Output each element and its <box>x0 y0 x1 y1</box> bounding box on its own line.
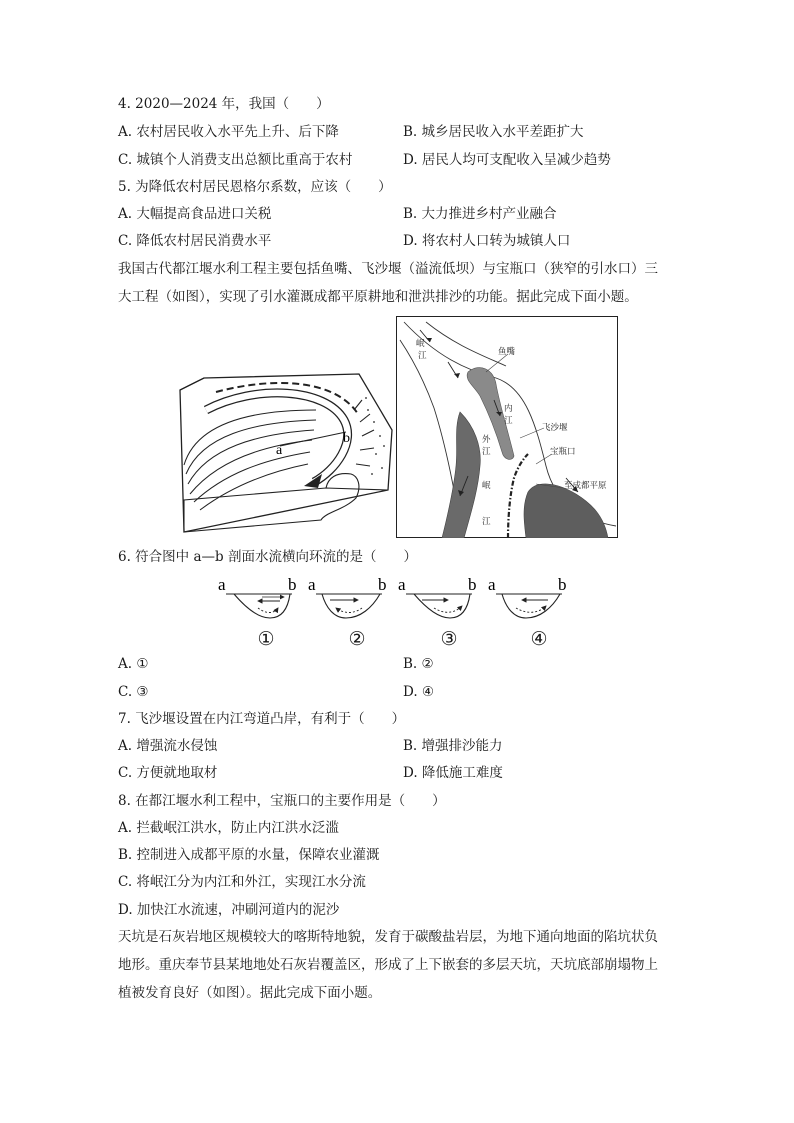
q5-option-c: C. 降低农村居民消费水平 <box>118 233 272 249</box>
q6-option-c: C. ③ <box>118 684 149 700</box>
section-3 <box>398 575 477 618</box>
label-neijiang-2: 江 <box>504 416 513 426</box>
label-neijiang-1: 内 <box>504 404 513 414</box>
label-feishayan: 飞沙堰 <box>542 423 568 433</box>
q6-option-b: B. ② <box>403 656 434 672</box>
label-minjiang-top-1: 岷 <box>416 339 425 349</box>
label-chengdu: 至成都平原 <box>564 481 607 491</box>
intro2-line1: 天坑是石灰岩地区规模较大的喀斯特地貌，发育于碳酸盐岩层，为地下通向地面的陷坑状负 <box>118 929 658 945</box>
section-4-a: a <box>488 575 496 594</box>
q6-stem: 6. 符合图中 a—b 剖面水流横向环流的是（ ） <box>118 549 417 565</box>
q7-option-a: A. 增强流水侵蚀 <box>118 738 218 754</box>
q4-stem: 4. 2020—2024 年，我国（ ） <box>118 96 330 112</box>
q4-option-b: B. 城乡居民收入水平差距扩大 <box>403 124 584 140</box>
intro1-line1: 我国古代都江堰水利工程主要包括鱼嘴、飞沙堰（溢流低坝）与宝瓶口（狭窄的引水口）三 <box>118 261 658 277</box>
section-2-b: b <box>378 575 387 594</box>
dujiangyan-map <box>396 316 618 538</box>
section-1-a: a <box>218 575 226 594</box>
label-minjiang-bottom-1: 岷 <box>482 481 491 491</box>
section-2 <box>308 575 387 618</box>
label-yuzui: 鱼嘴 <box>498 347 516 357</box>
label-minjiang-top-2: 江 <box>418 351 427 361</box>
q4-option-c: C. 城镇个人消费支出总额比重高于农村 <box>118 152 353 168</box>
q7-option-c: C. 方便就地取材 <box>118 765 218 781</box>
q8-option-d: D. 加快江水流速，冲刷河道内的泥沙 <box>118 902 340 918</box>
label-b: b <box>343 431 350 446</box>
q7-option-b: B. 增强排沙能力 <box>403 738 503 754</box>
caption-2: ② <box>348 628 366 650</box>
q5-option-d: D. 将农村人口转为城镇人口 <box>403 233 571 249</box>
q4-option-d: D. 居民人均可支配收入呈减少趋势 <box>403 152 611 168</box>
q8-option-c: C. 将岷江分为内江和外江，实现江水分流 <box>118 874 366 890</box>
label-minjiang-bottom-2: 江 <box>482 517 491 527</box>
section-1 <box>218 575 297 618</box>
q5-option-a: A. 大幅提高食品进口关税 <box>118 206 272 222</box>
section-4-b: b <box>558 575 567 594</box>
q6-option-a: A. ① <box>118 656 149 672</box>
section-3-b: b <box>468 575 477 594</box>
label-waijiang-2: 江 <box>482 447 491 457</box>
q5-stem: 5. 为降低农村居民恩格尔系数，应该（ ） <box>118 179 392 195</box>
caption-4: ④ <box>530 628 548 650</box>
label-baopingkou: 宝瓶口 <box>550 447 576 457</box>
intro2-line3: 植被发育良好（如图）。据此完成下面小题。 <box>118 985 382 1001</box>
q8-option-a: A. 拦截岷江洪水，防止内江洪水泛滥 <box>118 820 339 836</box>
q7-stem: 7. 飞沙堰设置在内江弯道凸岸，有利于（ ） <box>118 711 406 727</box>
caption-3: ③ <box>440 628 458 650</box>
q6-option-d: D. ④ <box>403 684 435 700</box>
q4-option-a: A. 农村居民收入水平先上升、后下降 <box>118 124 339 140</box>
section-3-a: a <box>398 575 406 594</box>
label-waijiang-1: 外 <box>482 435 491 445</box>
section-1-b: b <box>288 575 297 594</box>
meander-block-diagram <box>176 370 396 540</box>
q7-option-d: D. 降低施工难度 <box>403 765 503 781</box>
intro1-line2: 大工程（如图），实现了引水灌溉成都平原耕地和泄洪排沙的功能。据此完成下面小题。 <box>118 289 638 305</box>
label-a: a <box>276 443 283 458</box>
caption-1: ① <box>257 628 275 650</box>
intro2-line2: 地形。重庆奉节县某地地处石灰岩覆盖区，形成了上下嵌套的多层天坑，天坑底部崩塌物上 <box>118 957 658 973</box>
section-4 <box>488 575 567 618</box>
q8-stem: 8. 在都江堰水利工程中，宝瓶口的主要作用是（ ） <box>118 793 446 809</box>
section-2-a: a <box>308 575 316 594</box>
q5-option-b: B. 大力推进乡村产业融合 <box>403 206 557 222</box>
q8-option-b: B. 控制进入成都平原的水量，保障农业灌溉 <box>118 847 380 863</box>
